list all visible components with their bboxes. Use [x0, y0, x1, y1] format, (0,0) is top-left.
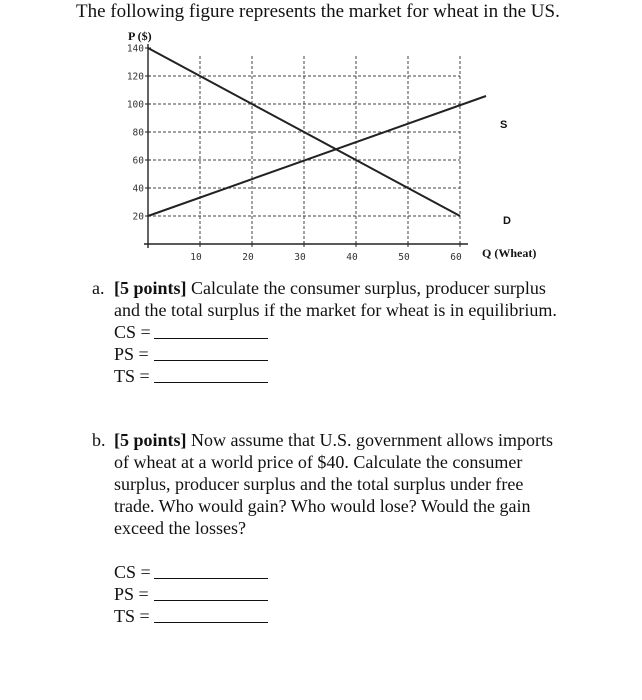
y-tick-label-40: 40	[132, 183, 144, 195]
y-tick-label-80: 80	[132, 127, 144, 139]
answer-b-ts-label: TS =	[114, 606, 150, 626]
demand-curve-label: D	[503, 215, 511, 227]
question-b-body: Now assume that U.S. government allows imports of wheat at a world price of $40. Calculate the consumer surplus, producer surplus and the total surplus under free trade. Who would gain? Who would lose? Would the gain exceed the losses?	[114, 430, 553, 538]
supply-curve-label: S	[500, 119, 508, 131]
question-a-body: Calculate the consumer surplus, producer surplus and the total surplus if the market for wheat is in equilibrium.	[114, 278, 557, 320]
answer-b-ps-label: PS =	[114, 584, 149, 604]
question-a-text	[114, 277, 564, 321]
answer-a-ps-label: PS =	[114, 344, 149, 364]
question-b-points: [5 points]	[114, 430, 187, 450]
answer-b-cs-blank	[154, 563, 268, 579]
supply-demand-chart	[0, 0, 642, 270]
x-tick-label-30: 30	[294, 252, 306, 263]
x-tick-label-50: 50	[398, 252, 410, 263]
x-tick-label-10: 10	[190, 252, 202, 263]
chart-grid	[148, 56, 460, 244]
question-b-letter: b.	[92, 430, 106, 450]
answer-b-ps-blank	[154, 585, 268, 601]
y-tick-label-20: 20	[132, 211, 144, 223]
x-axis-label: Q (Wheat)	[482, 246, 537, 260]
question-b	[92, 429, 564, 627]
x-tick-label-40: 40	[346, 252, 358, 263]
answer-a-ts-blank	[154, 367, 268, 383]
answer-a-cs	[114, 321, 564, 343]
x-tick-label-60: 60	[450, 252, 462, 263]
answer-b-cs	[114, 561, 564, 583]
question-a-points: [5 points]	[114, 278, 187, 298]
y-axis-label: P ($)	[128, 29, 152, 43]
answer-a-cs-blank	[154, 323, 268, 339]
supply-curve	[148, 96, 486, 216]
intro-text: The following figure represents the market for wheat in the US.	[76, 1, 560, 22]
y-tick-label-140: 140	[126, 43, 144, 55]
question-a-letter: a.	[92, 278, 105, 298]
answer-a-ps	[114, 343, 564, 365]
answer-b-ts-blank	[154, 607, 268, 623]
answer-b-ts	[114, 605, 564, 627]
y-tick-label-100: 100	[126, 99, 144, 111]
answer-a-ts	[114, 365, 564, 387]
x-tick-label-20: 20	[242, 252, 254, 263]
answer-a-ps-blank	[154, 345, 268, 361]
answer-b-ps	[114, 583, 564, 605]
question-a	[92, 277, 564, 387]
chart-axes	[144, 44, 468, 248]
question-b-text	[114, 429, 564, 539]
answer-b-cs-label: CS =	[114, 562, 151, 582]
answer-a-cs-label: CS =	[114, 322, 151, 342]
answer-a-ts-label: TS =	[114, 366, 150, 386]
y-tick-label-60: 60	[132, 155, 144, 167]
y-tick-label-120: 120	[126, 71, 144, 83]
